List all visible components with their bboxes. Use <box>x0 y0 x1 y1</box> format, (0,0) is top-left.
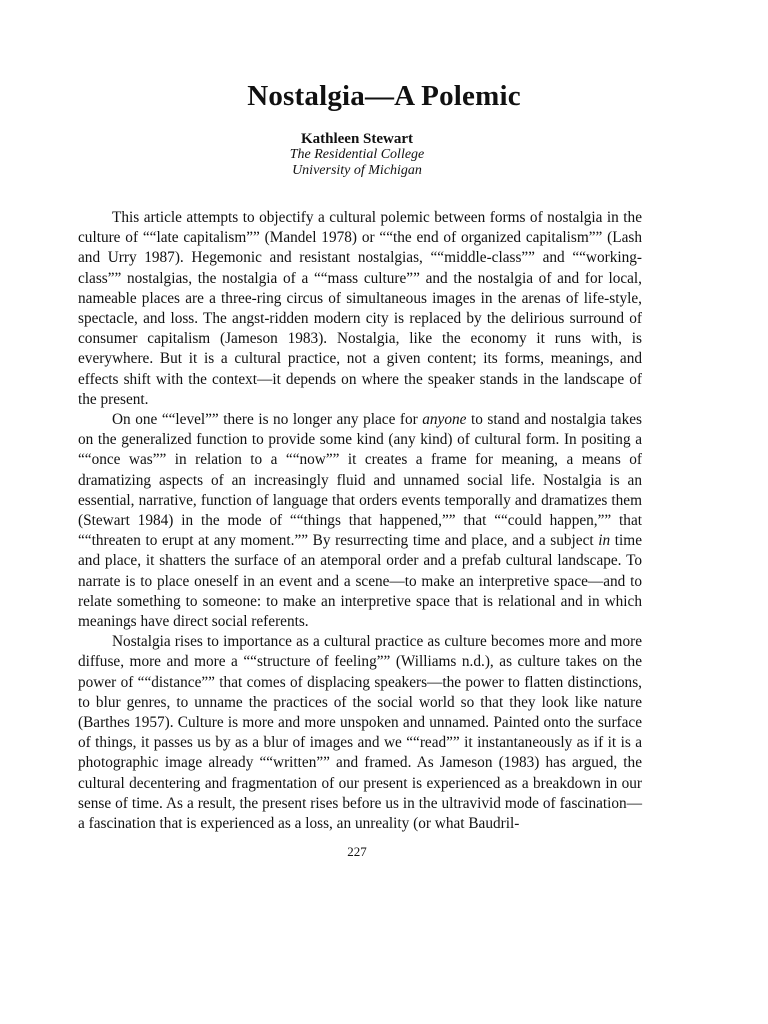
author-name: Kathleen Stewart <box>300 131 414 147</box>
paragraph-2-emphasis-in: in <box>598 532 611 550</box>
paragraph-2-text-part-2: to stand and nostalgia takes on the generalized function to provide some kind (any kind) of cultural form. In positing a ““once was”” in relation to a ““now”” it creates a frame for meaning, a means of dramatizing aspects of an increasingly fluid and unnamed social life. Nostalgia is an essential, narrative, function of language that orders events temporally and dramatizes them (Stewart 1984) in the mode of ““things that happened,”” that ““could happen,”” that ““threaten to erupt at any moment.”” By resurrecting time and place, and a subject <box>78 411 642 550</box>
body-paragraph-2 <box>78 410 642 632</box>
page-number: 227 <box>347 844 367 859</box>
author-block <box>0 131 714 179</box>
paragraph-3-text: Nostalgia rises to importance as a cultural practice as culture becomes more and more diffuse, more and more a ““structure of feeling”” (Williams n.d.), as culture takes on the power of ““distance”” that comes of displacing speakers—the power to flatten distinctions, to blur genres, to unname the practices of the social world so that they look like nature (Barthes 1957). Culture is more and more unspoken and unnamed. Painted onto the surface of things, it passes us by as a blur of images and we ““read”” it instantaneously as if it is a photographic image already ““written”” and framed. As Jameson (1983) has argued, the cultural decentering and fragmentation of our present is experienced as a breakdown in our sense of time. As a result, the present rises before us in the ultravivid mode of fascination—a fascination that is experienced as a loss, an unreality (or what Baudril- <box>78 633 642 833</box>
article-title: Nostalgia—A Polemic <box>247 80 521 112</box>
body-paragraph-3 <box>78 632 642 834</box>
author-affiliation-university: University of Michigan <box>292 163 422 178</box>
paragraph-2-emphasis-anyone: anyone <box>422 411 467 429</box>
paragraph-1-text: This article attempts to objectify a cultural polemic between forms of nostalgia in the culture of ““late capitalism”” (Mandel 1978) or ““the end of organized capitalism”” (Lash and Urry 1987). Hegemonic and resistant nostalgias, ““middle-class”” and ““working-class”” nostalgias, the nostalgia of a ““mass culture”” and the nostalgia of and for local, nameable places are a three-ring circus of simultaneous images in the arenas of life-style, spectacle, and loss. The angst-ridden modern city is replaced by the delirious surround of consumer capitalism (Jameson 1983). Nostalgia, like the economy it runs with, is everywhere. But it is a cultural practice, not a given content; its forms, meanings, and effects shift with the context—it depends on where the speaker stands in the landscape of the present. <box>78 209 642 408</box>
body-paragraph-1 <box>78 208 642 410</box>
author-affiliation-college: The Residential College <box>289 147 425 162</box>
paragraph-2-text-part-1: On one ““level”” there is no longer any place for <box>112 411 423 429</box>
paragraph-2-text-part-3: time and place, it shatters the surface of an atemporal order and a prefab cultural landscape. To narrate is to place oneself in an event and a scene—to make an interpretive space—and to relate something to someone: to make an interpretive space that is relational and in which meanings have direct social referents. <box>78 532 642 631</box>
article-body <box>78 208 642 834</box>
